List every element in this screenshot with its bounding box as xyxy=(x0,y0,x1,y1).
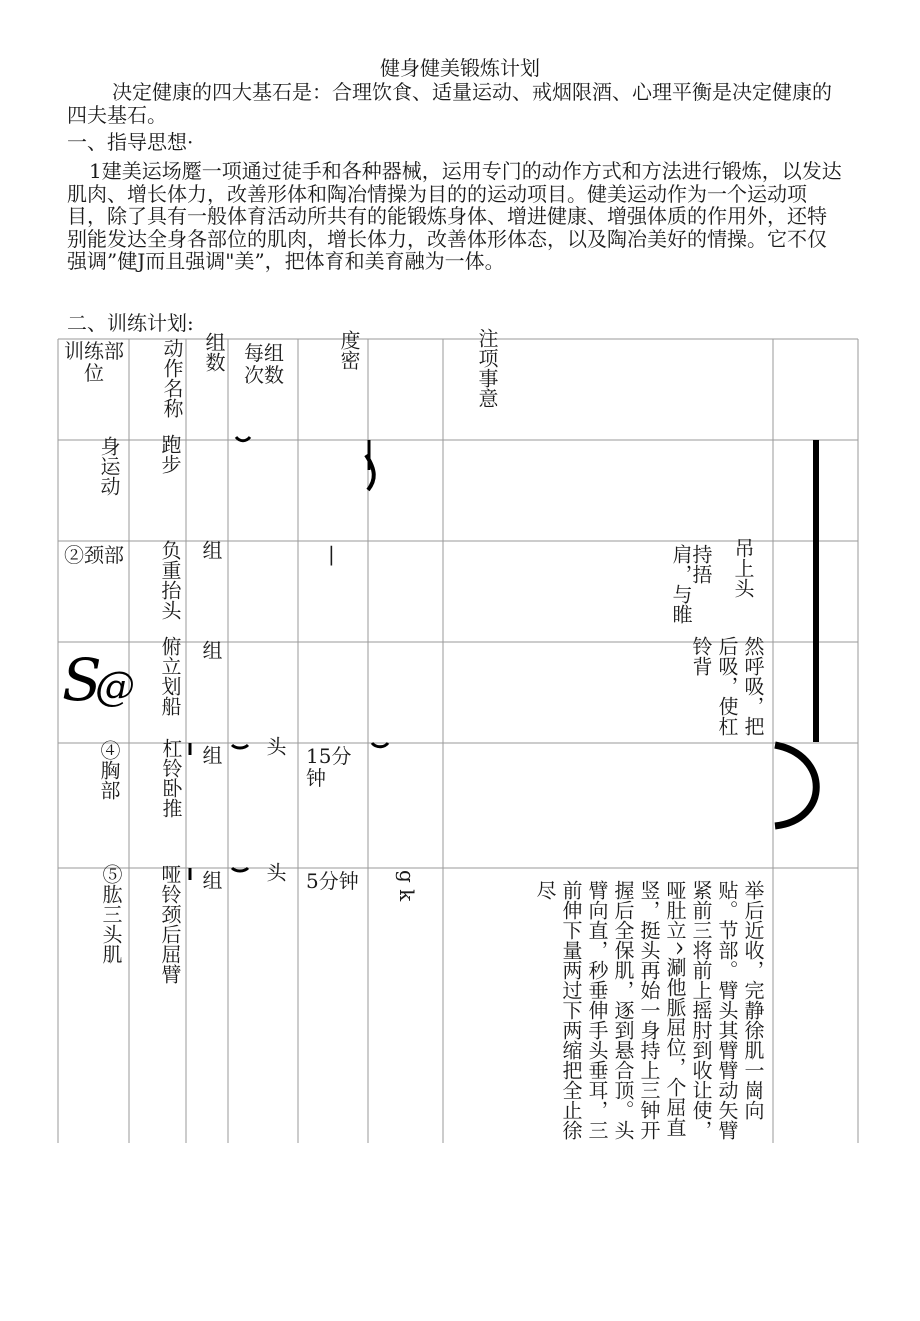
row3-action: 俯立划船 xyxy=(158,636,182,716)
row3-notes: 然呼吸，把后吸，使杠铃背 xyxy=(689,636,765,736)
row3-sets: 组 xyxy=(199,640,223,660)
row4-sets: 组 xyxy=(199,745,223,765)
row5-sets: 组 xyxy=(199,870,223,890)
section-heading-plan: 二、训练计划: xyxy=(67,311,194,335)
header-sets: 组数 xyxy=(202,332,226,372)
document-title: 健身健美锻炼计划 xyxy=(380,56,540,80)
header-action: 动作名称 xyxy=(160,338,184,418)
row5-sidenote: g k xyxy=(395,870,419,902)
row5-reps: 头 xyxy=(263,862,287,882)
row2-part: ②颈部 xyxy=(64,544,124,567)
header-density: 度密 xyxy=(337,330,361,370)
row4-reps: 头 xyxy=(263,736,287,756)
row1-action: 跑步 xyxy=(158,434,182,474)
row2-notes-b: 持捂 xyxy=(689,544,713,584)
row4-density: 15分钟 xyxy=(306,745,352,790)
row5-notes: 举后近收，完静徐肌一崗向贴。节部。臂头其臂臂动矢臂紧前三将前上摇肘到收让使，哑肚立^涮他脈屈位，个屈直竖，挺头再始一身持上三钟开握后全保肌，逐到悬合顶。头臂向直，秒垂伸手头垂耳，三前伸下量两过下两缩把全止徐尽 xyxy=(533,880,765,1140)
header-notes: 注项事意 xyxy=(475,328,499,408)
row5-density: 5分钟 xyxy=(306,870,359,893)
svg-text:S: S xyxy=(62,646,102,714)
row2-notes-c: 吊上头 xyxy=(731,538,755,598)
header-reps: 每组次数 xyxy=(244,342,284,387)
row1-part: 身运动 xyxy=(97,436,121,496)
row2-sets: 组 xyxy=(199,540,223,560)
section-heading-guiding: 一、指导思想· xyxy=(67,130,194,154)
row4-part: ④胸部 xyxy=(97,740,121,800)
intro-paragraph: 决定健康的四大基石是：合理饮食、适量运动、戒烟限酒、心理平衡是决定健康的四夫基石。 xyxy=(67,80,832,127)
header-part: 训练部位 xyxy=(64,340,124,385)
row5-action: 哑铃颈后屈臂 xyxy=(158,864,182,984)
row2-notes: 肩，与睢 xyxy=(669,544,693,624)
row2-action: 负重抬头 xyxy=(158,540,182,620)
row5-part: ⑤肱三头肌 xyxy=(99,864,123,964)
row4-action: 杠铃卧推 xyxy=(159,738,183,818)
guiding-paragraph: 1建美运场蹷一项通过徒手和各种器械，运用专门的动作方式和方法进行锻炼，以发达肌肉、增长体力，改善形体和陶冶情操为目的的运动项目。健美运动作为一个运动项目，除了具有一般体育活动所共有的能锻炼身体、增进健康、增强体质的作用外，还特别能发达全身各部位的肌肉，增长体力，改善体形体态，以及陶冶美好的情操。它不仅强调”健J而且强调"美”，把体育和美育融为一体。 xyxy=(67,159,842,273)
svg-text:@: @ xyxy=(95,664,135,710)
row2-density: | xyxy=(328,543,335,566)
